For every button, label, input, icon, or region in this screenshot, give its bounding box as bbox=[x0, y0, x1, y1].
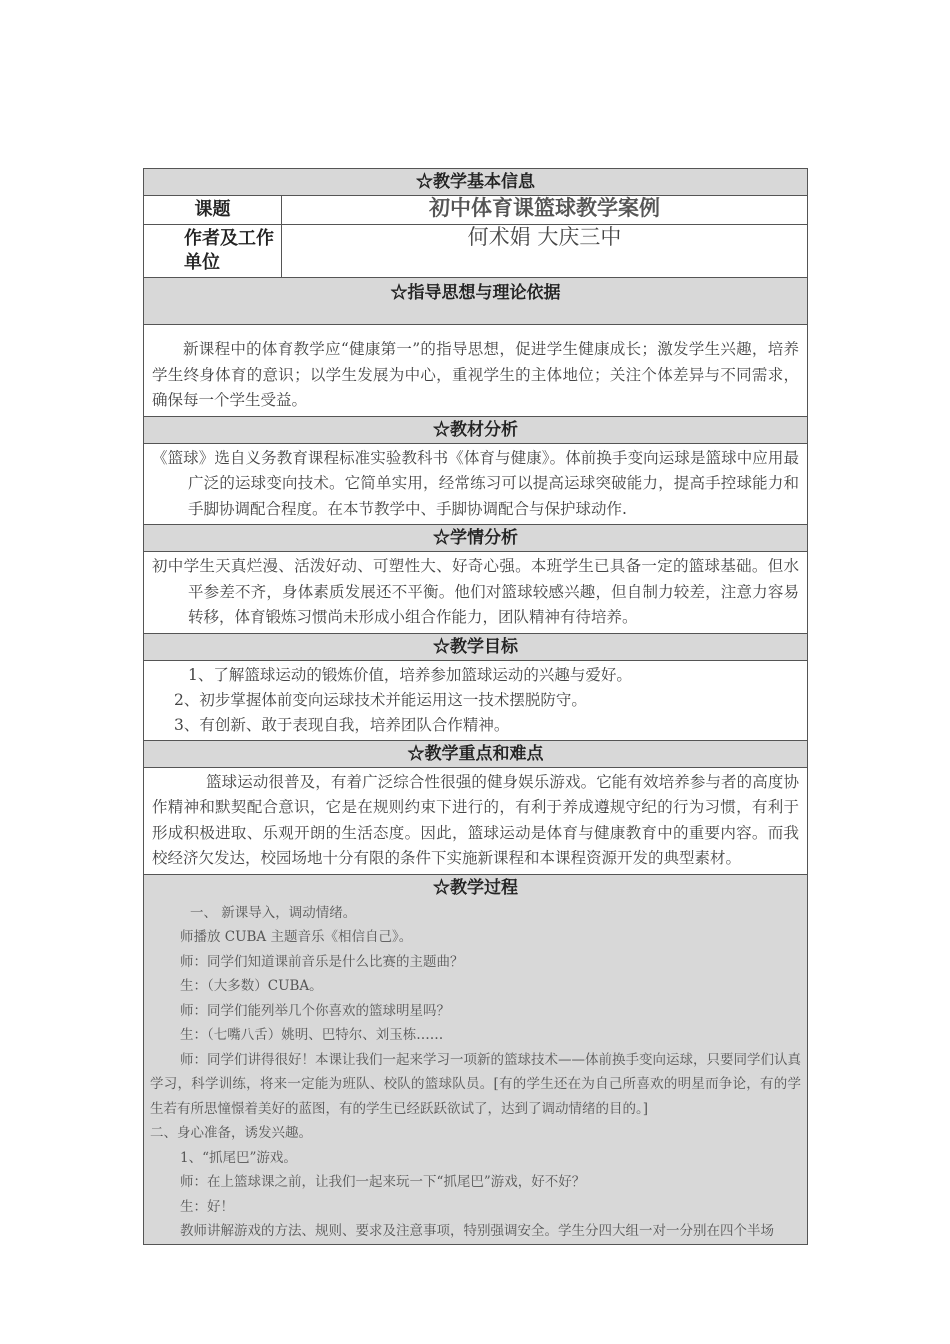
students-text: 初中学生天真烂漫、活泼好动、可塑性大、好奇心强。本班学生已具备一定的篮球基础。但水平参差不齐，身体素质发展还不平衡。他们对篮球较感兴趣，但自制力较差，注意力容易转移，体育锻炼习惯尚未形成小组合作能力，团队精神有待培养。 bbox=[144, 552, 808, 634]
process-line: 师：同学们知道课前音乐是什么比赛的主题曲？ bbox=[180, 953, 464, 970]
process-line: 生：（大多数）CUBA。 bbox=[180, 978, 323, 994]
lesson-plan-table bbox=[143, 168, 808, 1245]
section-header-basic-info: ☆教学基本信息 bbox=[144, 169, 808, 196]
goals-list bbox=[144, 660, 808, 740]
process-line: 二、身心准备，诱发兴趣。 bbox=[150, 1125, 312, 1141]
author-value: 何术娟 大庆三中 bbox=[282, 225, 808, 278]
section-header-guiding: ☆指导思想与理论依据 bbox=[144, 278, 808, 325]
author-label: 作者及工作单位 bbox=[144, 225, 282, 278]
process-line: 1、“抓尾巴”游戏。 bbox=[180, 1149, 297, 1166]
guiding-text: 新课程中的体育教学应“健康第一”的指导思想，促进学生健康成长；激发学生兴趣，培养学生终身体育的意识；以学生发展为中心，重视学生的主体地位；关注个体差异与不同需求，确保每一个学生受益。 bbox=[144, 325, 808, 417]
process-line: 教师讲解游戏的方法、规则、要求及注意事项，特别强调安全。学生分四大组一对一分别在四个半场 bbox=[180, 1223, 774, 1239]
process-line: 师：同学们能列举几个你喜欢的篮球明星吗？ bbox=[180, 1002, 450, 1019]
process-line: 师：在上篮球课之前，让我们一起来玩一下“抓尾巴”游戏，好不好？ bbox=[180, 1174, 586, 1190]
materials-text: 《篮球》选自义务教育课程标准实验教科书《体育与健康》。体前换手变向运球是篮球中应用最广泛的运球变向技术。它简单实用，经常练习可以提高运球突破能力，提高手控球能力和手脚协调配合程度。在本节教学中、手脚协调配合与保护球动作. bbox=[144, 443, 808, 525]
keypoints-text: 篮球运动很普及，有着广泛综合性很强的健身娱乐游戏。它能有效培养参与者的高度协作精神和默契配合意识，它是在规则约束下进行的，有利于养成遵规守纪的行为习惯，有利于形成积极进取、乐观开朗的生活态度。因此，篮球运动是体育与健康教育中的重要内容。而我校经济欠发达，校园场地十分有限的条件下实施新课程和本课程资源开发的典型素材。 bbox=[144, 767, 808, 874]
process-line: 师播放 CUBA 主题音乐《相信自己》。 bbox=[180, 929, 413, 945]
goal-item: 2、初步掌握体前变向运球技术并能运用这一技术摆脱防守。 bbox=[174, 690, 587, 709]
process-paragraph: 师：同学们讲得很好！本课让我们一起来学习一项新的篮球技术——体前换手变向运球，只要同学们认真学习，科学训练，将来一定能为班队、校队的篮球队员。[有的学生还在为自己所喜欢的明星而争论，有的学生若有所思憧憬着美好的蓝图，有的学生已经跃跃欲试了，达到了调动情绪的目的。] bbox=[150, 1051, 801, 1117]
section-header-materials: ☆教材分析 bbox=[144, 416, 808, 443]
section-header-keypoints: ☆教学重点和难点 bbox=[144, 740, 808, 767]
process-line: 一、 新课导入，调动情绪。 bbox=[190, 904, 357, 921]
section-header-students: ☆学情分析 bbox=[144, 525, 808, 552]
goal-item: 3、有创新、敢于表现自我，培养团队合作精神。 bbox=[174, 715, 510, 734]
process-line: 生：好！ bbox=[180, 1198, 234, 1215]
topic-label: 课题 bbox=[144, 196, 282, 225]
topic-value: 初中体育课篮球教学案例 bbox=[282, 196, 808, 225]
section-header-goals: ☆教学目标 bbox=[144, 633, 808, 660]
section-header-process: ☆教学过程 bbox=[433, 877, 518, 898]
goal-item: 1、了解篮球运动的锻炼价值，培养参加篮球运动的兴趣与爱好。 bbox=[188, 665, 632, 684]
process-section bbox=[144, 874, 808, 1244]
process-line: 生：（七嘴八舌）姚明、巴特尔、刘玉栋…… bbox=[180, 1027, 444, 1043]
